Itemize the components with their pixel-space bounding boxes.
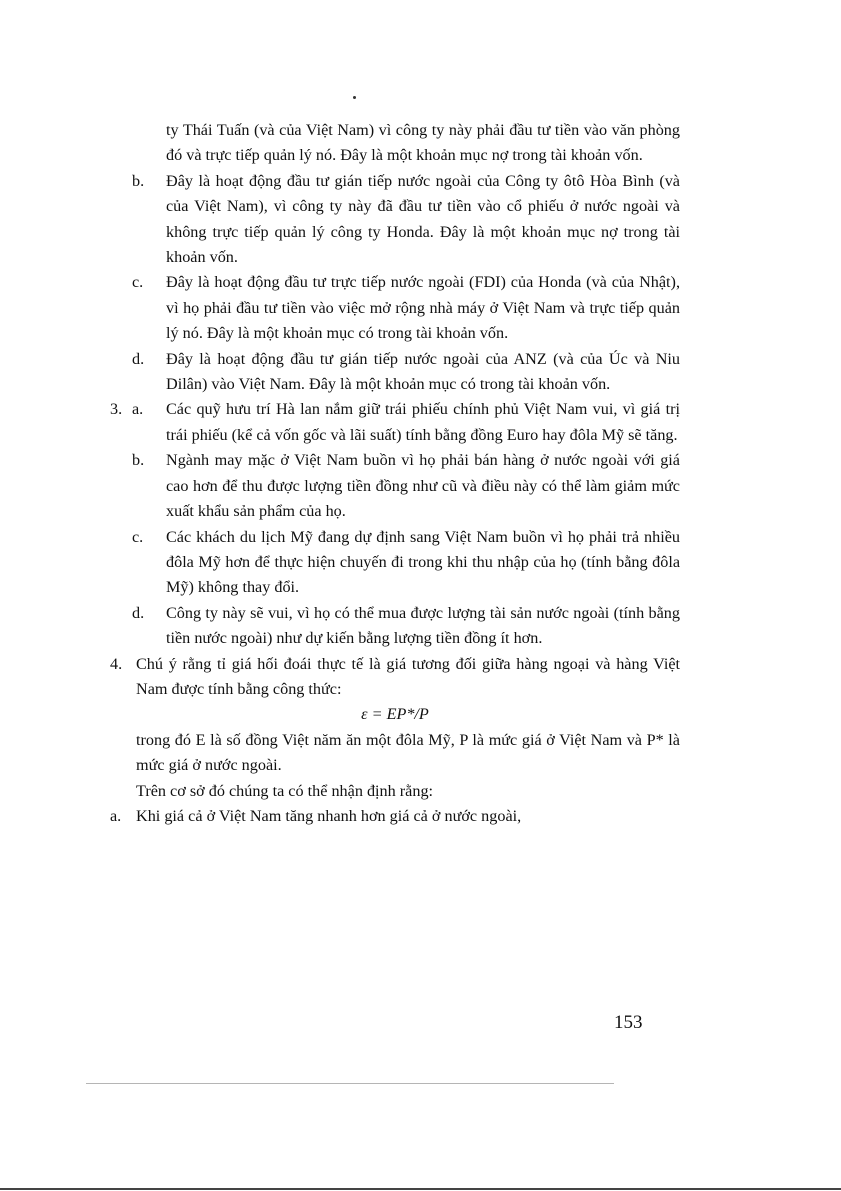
item-letter: c.	[132, 273, 144, 292]
answer-4	[110, 652, 680, 703]
answer-3d	[110, 601, 680, 652]
answer-3c	[110, 525, 680, 601]
item-letter: a.	[110, 806, 122, 825]
inference-intro	[110, 779, 680, 804]
item-marker	[110, 397, 143, 422]
footer-divider	[86, 1083, 614, 1084]
item-letter: a.	[132, 400, 144, 419]
answer-2c	[110, 270, 680, 346]
paragraph-text: Ngành may mặc ở Việt Nam buồn vì họ phải bán hàng ở nước ngoài với giá cao hơn để thu được lượng tiền đồng như cũ và điều này có thể làm giảm mức xuất khẩu sản phẩm của họ.	[166, 451, 680, 521]
item-number: 4.	[110, 654, 123, 673]
answer-3a	[110, 397, 680, 448]
paragraph-text: Các khách du lịch Mỹ đang dự định sang Việt Nam buồn vì họ phải trả nhiều đôla Mỹ hơn để thực hiện chuyến đi trong khi thu nhập của họ (tính bằng đôla Mỹ) không thay đổi.	[166, 527, 680, 597]
item-letter: c.	[132, 527, 144, 546]
paragraph-text: trong đó E là số đồng Việt năm ăn một đôla Mỹ, P là mức giá ở Việt Nam và P* là mức giá ở nước ngoài.	[136, 730, 680, 775]
answer-2b	[110, 169, 680, 271]
paragraph-text: ty Thái Tuấn (và của Việt Nam) vì công ty này phải đầu tư tiền vào văn phòng đó và trực tiếp quản lý nó. Đây là một khoản mục nợ trong tài khoản vốn.	[166, 121, 680, 165]
answer-2d	[110, 347, 680, 398]
real-exchange-rate-formula: ε = EP*/P	[361, 705, 429, 724]
paragraph-text: Công ty này sẽ vui, vì họ có thể mua được lượng tài sản nước ngoài (tính bằng tiền nước ngoài) như dự kiến bằng lượng tiền đồng ít hơn.	[166, 603, 680, 648]
answer-4a	[110, 804, 680, 829]
paragraph-text: Đây là hoạt động đầu tư gián tiếp nước ngoài của Công ty ôtô Hòa Bình (và của Việt Nam), vì công ty này đã đầu tư tiền vào cổ phiếu ở nước ngoài và không trực tiếp quản lý công ty Honda. Đây là một khoản mục nợ trong tài khoản vốn.	[166, 171, 680, 267]
item-letter: d.	[132, 349, 145, 368]
body-text	[110, 118, 680, 829]
paragraph-text: Đây là hoạt động đầu tư trực tiếp nước ngoài (FDI) của Honda (và của Nhật), vì họ phải đầu tư tiền vào việc mở rộng nhà máy ở Việt Nam và trực tiếp quản lý nó. Đây là một khoản mục có trong tài khoản vốn.	[166, 273, 680, 343]
answer-3b	[110, 448, 680, 524]
paragraph-text: Trên cơ sở đó chúng ta có thể nhận định rằng:	[136, 781, 434, 800]
paragraph-text: Chú ý rằng tỉ giá hối đoái thực tế là giá tương đối giữa hàng ngoại và hàng Việt Nam được tính bằng công thức:	[136, 654, 680, 698]
item-letter: b.	[132, 451, 145, 470]
paragraph-text: Khi giá cả ở Việt Nam tăng nhanh hơn giá cả ở nước ngoài,	[136, 806, 522, 825]
formula-explanation	[110, 728, 680, 779]
scan-speck	[353, 96, 356, 99]
paragraph-text: Các quỹ hưu trí Hà lan nắm giữ trái phiếu chính phủ Việt Nam vui, vì giá trị trái phiếu (kể cả vốn gốc và lãi suất) tính bằng đồng Euro hay đôla Mỹ sẽ tăng.	[166, 400, 680, 444]
paragraph-text: Đây là hoạt động đầu tư gián tiếp nước ngoài của ANZ (và của Úc và Niu Dilân) vào Việt Nam. Đây là một khoản mục có trong tài khoản vốn.	[166, 349, 680, 394]
item-number: 3.	[110, 400, 123, 419]
item-letter: d.	[132, 603, 145, 622]
item-letter: b.	[132, 171, 145, 190]
answer-2a-continued	[110, 118, 680, 169]
bottom-edge-line	[0, 1188, 841, 1190]
page-number: 153	[614, 1012, 643, 1033]
